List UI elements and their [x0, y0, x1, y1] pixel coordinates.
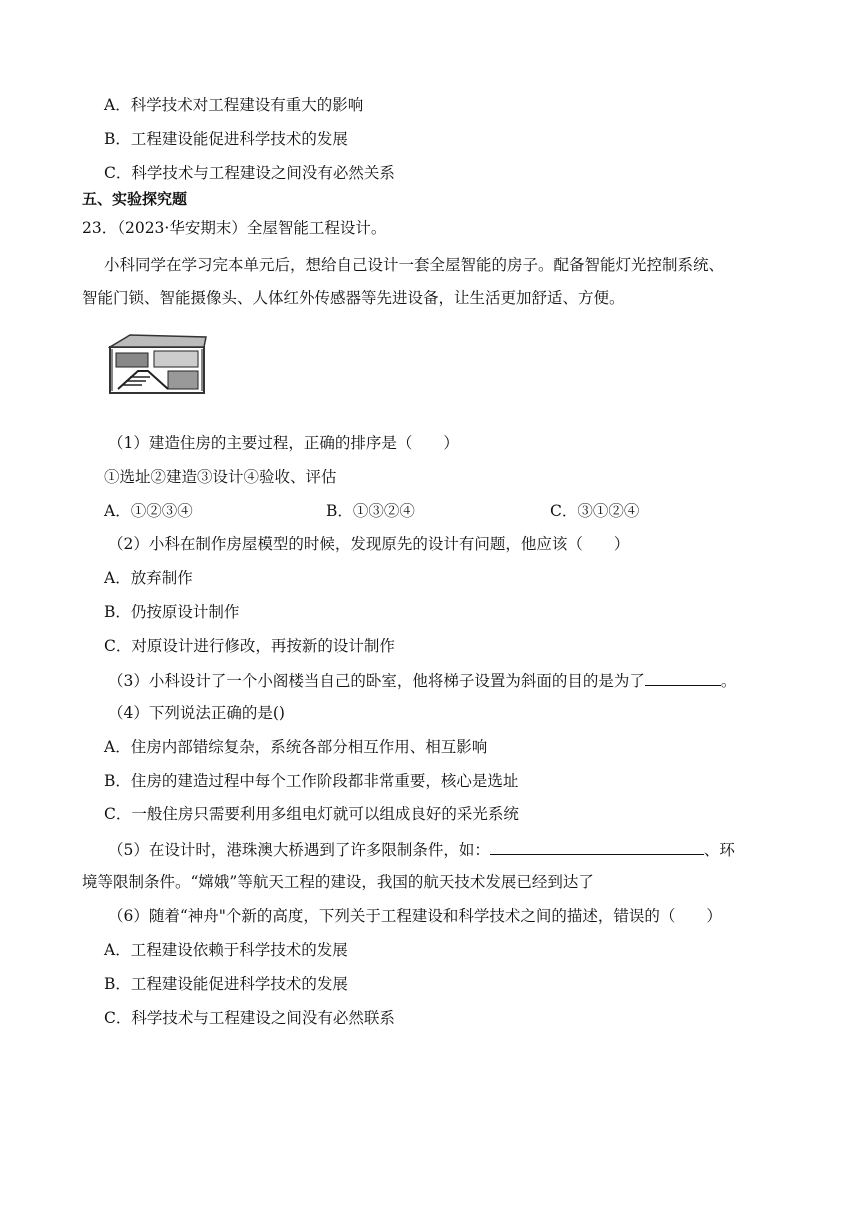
sub1-stem: （1）建造住房的主要过程，正确的排序是（ ） [108, 434, 459, 452]
question-23-intro-line1: 小科同学在学习完本单元后，想给自己设计一套全屋智能的房子。配备智能灯光控制系统、 [104, 256, 725, 274]
house-model-figure [108, 333, 208, 395]
sub3-stem: （3）小科设计了一个小阁楼当自己的卧室，他将梯子设置为斜面的目的是为了 [108, 672, 645, 690]
sub5-after-blank: 、环 [703, 841, 735, 859]
prev-option-a: A．科学技术对工程建设有重大的影响 [104, 96, 364, 114]
section-title: 五、实验探究题 [82, 190, 188, 208]
sub1-option-a: A．①②③④ [104, 502, 193, 520]
prev-option-c: C．科学技术与工程建设之间没有必然关系 [104, 164, 395, 182]
sub5-stem: （5）在设计时，港珠澳大桥遇到了许多限制条件，如： [108, 841, 490, 859]
sub5-answer-blank[interactable] [490, 838, 704, 855]
sub1-option-b: B．①③②④ [326, 502, 415, 520]
sub4-stem: （4）下列说法正确的是() [108, 704, 285, 722]
sub6-option-b: B．工程建设能促进科学技术的发展 [104, 975, 348, 993]
sub3-answer-blank[interactable] [645, 669, 721, 686]
prev-option-b: B．工程建设能促进科学技术的发展 [104, 130, 348, 148]
sub2-stem: （2）小科在制作房屋模型的时候，发现原先的设计有问题，他应该（ ） [108, 535, 630, 553]
sub6-option-c: C．科学技术与工程建设之间没有必然联系 [104, 1009, 395, 1027]
sub1-steps: ①选址②建造③设计④验收、评估 [104, 468, 337, 486]
sub5-line2: 境等限制条件。“嫦娥”等航天工程的建设，我国的航天技术发展已经到达了 [82, 873, 594, 891]
question-23-title: 23．（2023·华安期末）全屋智能工程设计。 [82, 219, 387, 237]
sub1-option-c: C．③①②④ [550, 502, 640, 520]
sub3-line [108, 669, 736, 692]
sub5-line1 [108, 838, 735, 861]
sub2-option-b: B．仍按原设计制作 [104, 603, 240, 621]
sub2-option-c: C．对原设计进行修改，再按新的设计制作 [104, 637, 395, 655]
sub3-end: 。 [720, 672, 737, 690]
sub2-option-a: A．放弃制作 [104, 569, 193, 587]
sub4-option-b: B．住房的建造过程中每个工作阶段都非常重要，核心是选址 [104, 772, 519, 790]
sub4-option-a: A．住房内部错综复杂，系统各部分相互作用、相互影响 [104, 738, 488, 756]
sub6-option-a: A．工程建设依赖于科学技术的发展 [104, 941, 348, 959]
sub4-option-c: C．一般住房只需要利用多组电灯就可以组成良好的采光系统 [104, 805, 519, 823]
question-23-intro-line2: 智能门锁、智能摄像头、人体红外传感器等先进设备，让生活更加舒适、方便。 [82, 289, 625, 307]
sub6-stem: （6）随着“神舟"个新的高度，下列关于工程建设和科学技术之间的描述，错误的（ ） [108, 907, 722, 925]
